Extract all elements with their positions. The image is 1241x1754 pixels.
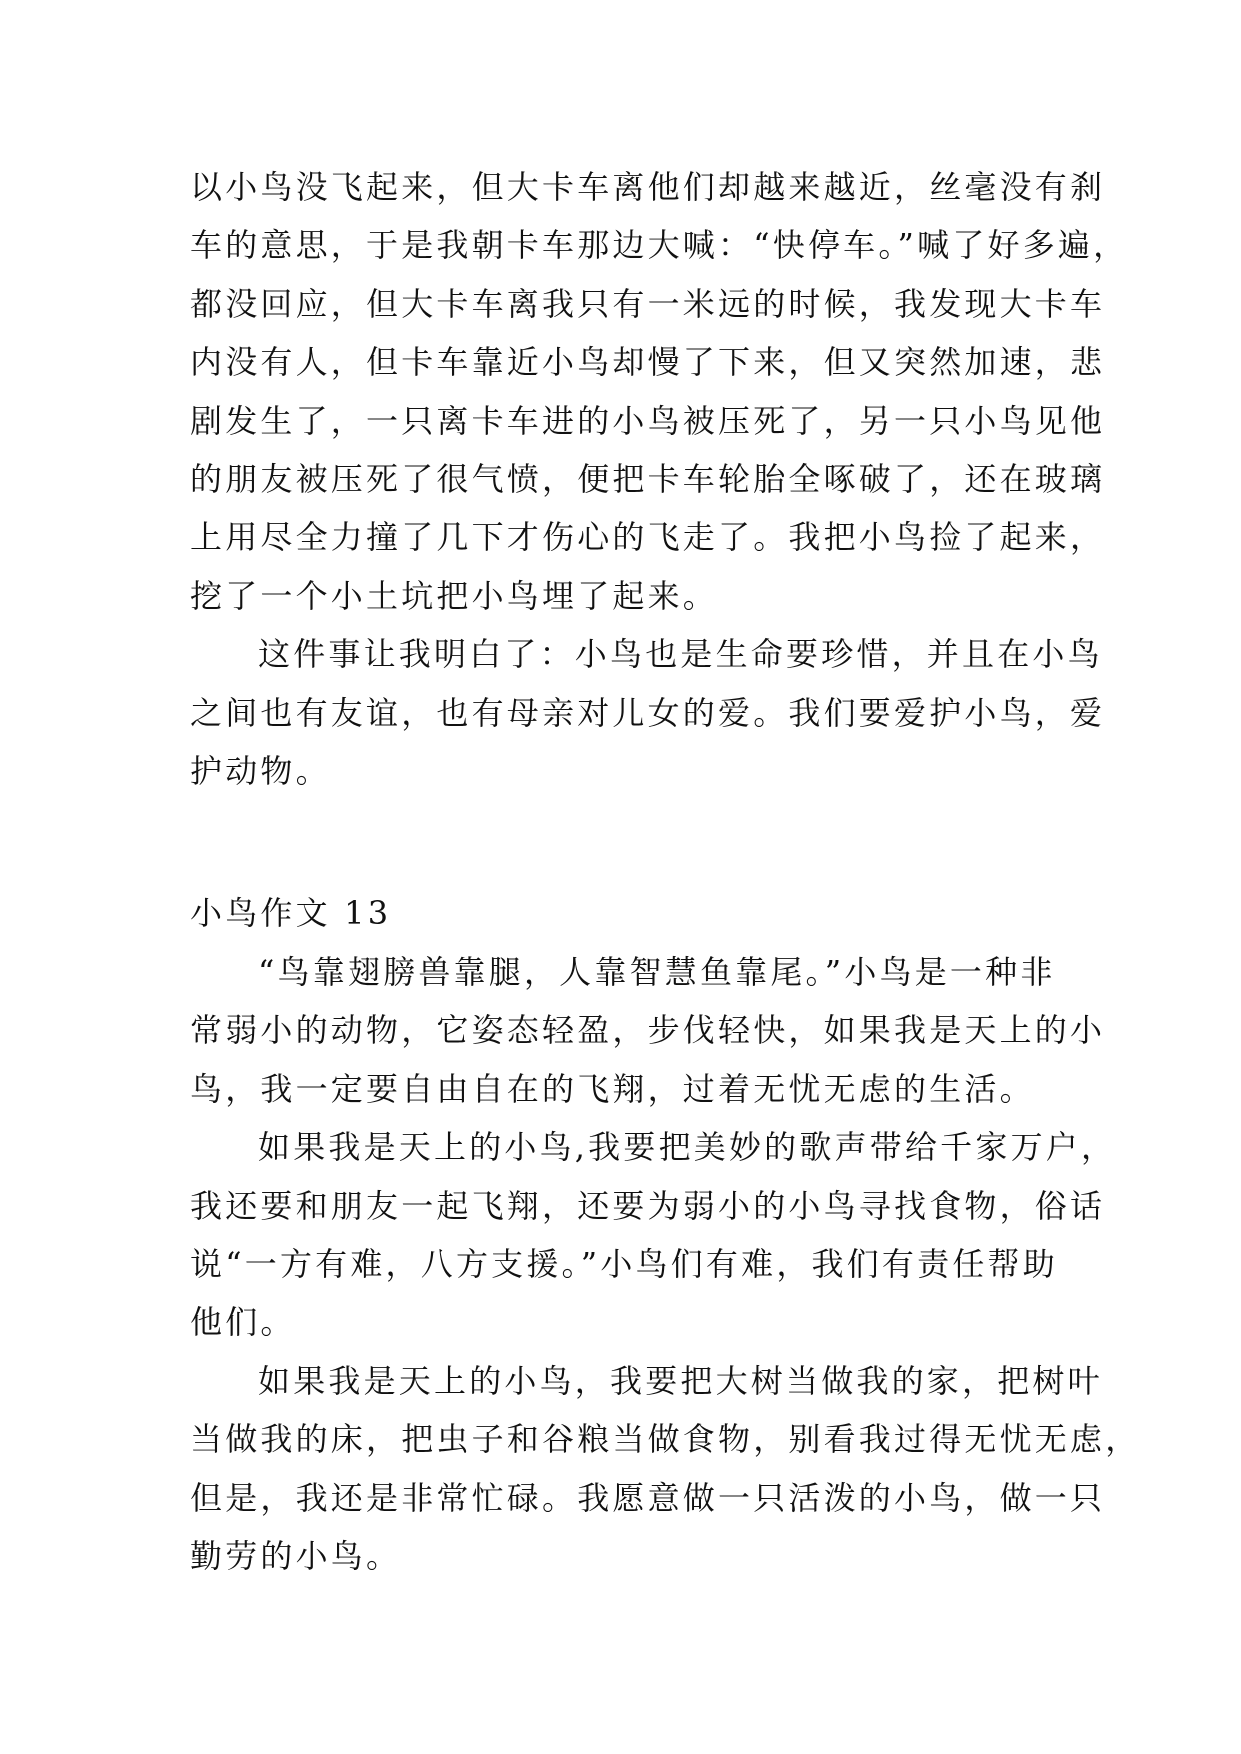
paragraph-song (190, 1118, 1117, 1352)
text-line: 如果我是天上的小鸟,我要把美妙的歌声带给千家万户， (258, 1128, 1117, 1167)
text-line: 这件事让我明白了：小鸟也是生命要珍惜，并且在小鸟 (258, 635, 1103, 674)
text-line: 我还要和朋友一起飞翔，还要为弱小的小鸟寻找食物，俗话 (190, 1186, 1106, 1225)
paragraph-intro (190, 943, 1106, 1118)
paragraph-home (190, 1352, 1141, 1586)
text-line: 挖了一个小土坑把小鸟埋了起来。 (190, 576, 719, 615)
text-line: 如果我是天上的小鸟，我要把大树当做我的家，把树叶 (258, 1361, 1103, 1400)
text-line: “鸟靠翅膀兽靠腿，人靠智慧鱼靠尾。”小鸟是一种非 (258, 952, 1056, 991)
text-line: 但是，我还是非常忙碌。我愿意做一只活泼的小鸟，做一只 (190, 1478, 1106, 1517)
section-heading: 小鸟作文 13 (190, 894, 392, 933)
text-line: 之间也有友谊，也有母亲对儿女的爱。我们要爱护小鸟，爱 (190, 693, 1106, 732)
text-line: 勤劳的小鸟。 (190, 1536, 402, 1575)
text-line: 说“一方有难，八方支援。”小鸟们有难，我们有责任帮助 (190, 1244, 1058, 1283)
paragraph-truck-story (190, 158, 1129, 625)
text-line: 的朋友被压死了很气愤，便把卡车轮胎全啄破了，还在玻璃 (190, 460, 1106, 499)
text-line: 当做我的床，把虫子和谷粮当做食物，别看我过得无忧无虑， (190, 1420, 1141, 1459)
text-line: 常弱小的动物，它姿态轻盈，步伐轻快，如果我是天上的小 (190, 1011, 1106, 1050)
text-line: 内没有人，但卡车靠近小鸟却慢了下来，但又突然加速，悲 (190, 343, 1106, 382)
paragraph-lesson (190, 625, 1106, 800)
text-line: 护动物。 (190, 752, 331, 791)
document-body (190, 158, 1141, 1585)
text-line: 鸟，我一定要自由自在的飞翔，过着无忧无虑的生活。 (190, 1069, 1035, 1108)
text-line: 剧发生了，一只离卡车进的小鸟被压死了，另一只小鸟见他 (190, 401, 1106, 440)
text-line: 他们。 (190, 1303, 296, 1342)
text-line: 都没回应，但大卡车离我只有一米远的时候，我发现大卡车 (190, 284, 1106, 323)
text-line: 上用尽全力撞了几下才伤心的飞走了。我把小鸟捡了起来， (190, 518, 1106, 557)
text-line: 车的意思，于是我朝卡车那边大喊：“快停车。”喊了好多遍， (190, 226, 1129, 265)
text-line: 以小鸟没飞起来，但大卡车离他们却越来越近，丝毫没有刹 (190, 168, 1106, 206)
